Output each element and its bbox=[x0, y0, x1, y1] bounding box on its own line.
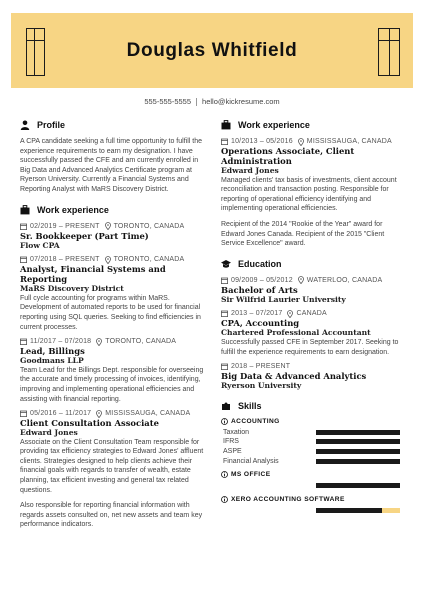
skill-row bbox=[221, 506, 407, 516]
entry-description-extra: Recipient of the 2014 "Rookie of the Year" award for Edward Jones Canada. Recipient of the 2015 "Client Service Excellence" award. bbox=[221, 220, 385, 248]
skill-level-bar bbox=[316, 430, 400, 435]
info-circle-icon bbox=[221, 471, 228, 478]
skill-level-bar bbox=[316, 483, 400, 488]
section-title: Skills bbox=[238, 400, 262, 411]
briefcase-icon bbox=[221, 120, 231, 130]
skill-group bbox=[221, 418, 407, 466]
calendar-icon bbox=[20, 410, 27, 417]
entry-dates: 2013 – 07/2017 bbox=[231, 310, 283, 318]
entry-role: CPA, Accounting bbox=[221, 318, 300, 329]
skill-level-bar bbox=[316, 508, 400, 513]
entry-meta bbox=[20, 409, 208, 418]
entry-description: Associate on the Client Consultation Team responsible for providing tax efficiency strategies to Edward Jones' affluent clients. Strategies designed to help clients achieve their financial goals with regards to transfer of wealth, estate planning, tax efficient investing and general tax related questions. bbox=[20, 438, 204, 494]
entry-meta bbox=[20, 337, 208, 346]
entry-dates: 02/2019 – PRESENT bbox=[30, 222, 100, 230]
contact-line bbox=[0, 97, 424, 106]
entry-role: Sr. Bookkeeper (Part Time) bbox=[20, 230, 149, 241]
entry-meta bbox=[221, 362, 407, 371]
entry-role: Analyst, Financial Systems and Reporting bbox=[20, 264, 166, 285]
skill-level-fill bbox=[316, 439, 400, 444]
entry-role: Lead, Billings bbox=[20, 346, 85, 357]
skill-name: IFRS bbox=[223, 438, 239, 446]
work-heading-left bbox=[20, 205, 208, 215]
skill-level-fill bbox=[316, 449, 400, 454]
entry bbox=[221, 362, 407, 391]
calendar-icon bbox=[20, 223, 27, 230]
email-link[interactable]: hello@kickresume.com bbox=[202, 97, 280, 106]
profile-text: A CPA candidate seeking a full time opportunity to fulfill the experience requirements to earn my designation. I have successfully passed the CFE and am currently enrolled in Big Data and Advanced Analytics Certificate program at Ryerson University. Currently a Financial Systems and Reporting Analyst with MaRS Discovery District. bbox=[20, 138, 202, 193]
contact-separator bbox=[196, 98, 197, 106]
location-pin-icon bbox=[105, 222, 111, 230]
entry-meta bbox=[20, 255, 208, 264]
entry bbox=[221, 309, 407, 357]
puzzle-icon bbox=[221, 401, 231, 411]
entry-location: MISSISSAUGA, CANADA bbox=[306, 138, 392, 145]
entry-description: Full cycle accounting for programs within MaRS. Development of automated reports to be used for financial reporting using SQL queries. Seeking to find efficiencies in current processes. bbox=[20, 294, 201, 331]
candidate-name: Douglas Whitfield bbox=[126, 40, 298, 61]
entry-role: Big Data & Advanced Analytics bbox=[221, 371, 367, 382]
entry-description: Team Lead for the Billings Dept. responsible for overseeing the accurate and timely processing of invoices, identifying, improving and implementing operational efficiencies and assisting with financial reporting. bbox=[20, 366, 204, 403]
profile-heading bbox=[20, 120, 208, 130]
entry-org: Chartered Professional Accountant bbox=[221, 328, 371, 338]
right-column bbox=[221, 120, 407, 520]
skills-list bbox=[221, 418, 407, 516]
entry bbox=[20, 409, 208, 530]
entry-role: Operations Associate, Client Administration bbox=[221, 146, 355, 166]
skill-level-bar bbox=[316, 439, 400, 444]
skill-group-title bbox=[221, 471, 407, 478]
entry-org: Edward Jones bbox=[20, 428, 78, 438]
skill-group bbox=[221, 496, 407, 516]
entry-role: Client Consultation Associate bbox=[20, 418, 159, 429]
person-icon bbox=[20, 120, 30, 130]
calendar-icon bbox=[221, 138, 228, 145]
skill-row bbox=[221, 481, 407, 491]
entry-location: TORONTO, CANADA bbox=[113, 256, 185, 264]
entry-meta bbox=[221, 276, 407, 285]
skill-row bbox=[221, 437, 407, 447]
entry-location: TORONTO, CANADA bbox=[113, 222, 185, 230]
phone: 555-555-5555 bbox=[144, 97, 192, 106]
calendar-icon bbox=[221, 277, 228, 284]
calendar-icon bbox=[20, 338, 27, 345]
entry-location: MISSISSAUGA, CANADA bbox=[105, 410, 191, 418]
calendar-icon bbox=[20, 256, 27, 263]
entry-dates: 09/2009 – 05/2012 bbox=[231, 276, 293, 284]
location-pin-icon bbox=[105, 256, 111, 264]
entry-location: WATERLOO, CANADA bbox=[306, 276, 383, 284]
skill-name: Financial Analysis bbox=[223, 457, 279, 465]
entry bbox=[20, 222, 208, 251]
section-title: Profile bbox=[37, 120, 66, 130]
location-pin-icon bbox=[287, 310, 293, 318]
section-title: Education bbox=[238, 258, 282, 269]
skill-group-name: XERO ACCOUNTING SOFTWARE bbox=[231, 495, 345, 503]
section-title: Work experience bbox=[37, 204, 109, 215]
education-heading bbox=[221, 259, 407, 269]
calendar-icon bbox=[221, 363, 228, 370]
entry-dates: 05/2016 – 11/2017 bbox=[30, 410, 92, 418]
calendar-icon bbox=[221, 310, 228, 317]
skills-heading bbox=[221, 401, 407, 411]
skill-group-name: ACCOUNTING bbox=[231, 417, 280, 425]
entry-org: Flow CPA bbox=[20, 240, 60, 250]
work-list-left bbox=[20, 222, 208, 530]
info-circle-icon bbox=[221, 418, 228, 425]
entry-meta bbox=[221, 137, 407, 146]
info-circle-icon bbox=[221, 496, 228, 503]
entry-dates: 07/2018 – PRESENT bbox=[30, 256, 100, 264]
location-pin-icon bbox=[298, 138, 304, 146]
left-column bbox=[20, 120, 208, 535]
entry-description-extra: Also responsible for reporting financial information with regards assets consulted on, net new assets and team key performance indicators. bbox=[20, 502, 203, 529]
skill-level-bar bbox=[316, 459, 400, 464]
entry-description: Successfully passed CFE in September 2017. Seeking to fulfill the experience requirements to earn designation. bbox=[221, 338, 399, 356]
entry bbox=[20, 337, 208, 404]
location-pin-icon bbox=[96, 338, 102, 346]
entry-meta bbox=[20, 222, 208, 231]
entry-org: Sir Wilfrid Laurier University bbox=[221, 294, 346, 304]
entry-location: TORONTO, CANADA bbox=[105, 338, 177, 346]
entry-role: Bachelor of Arts bbox=[221, 284, 298, 295]
entry-location: CANADA bbox=[296, 310, 327, 318]
skill-level-fill bbox=[316, 508, 382, 513]
skill-group-name: MS OFFICE bbox=[231, 471, 271, 479]
entry-org: Ryerson University bbox=[221, 381, 302, 391]
entry-dates: 10/2013 – 05/2016 bbox=[231, 138, 293, 145]
location-pin-icon bbox=[298, 276, 304, 284]
skill-row bbox=[221, 457, 407, 467]
entry-dates: 11/2017 – 07/2018 bbox=[30, 338, 92, 346]
education-list bbox=[221, 276, 407, 391]
skill-level-fill bbox=[316, 459, 400, 464]
entry-org: MaRS Discovery District bbox=[20, 284, 124, 294]
entry bbox=[20, 255, 208, 332]
work-list-right bbox=[221, 137, 407, 249]
entry-dates: 2018 – PRESENT bbox=[231, 363, 291, 371]
skill-level-fill bbox=[316, 483, 400, 488]
work-heading-right bbox=[221, 120, 407, 130]
skill-level-fill bbox=[316, 430, 400, 435]
skill-name: ASPE bbox=[223, 447, 242, 455]
entry-org: Goodmans LLP bbox=[20, 356, 84, 366]
entry-description: Managed clients' tax basis of investments, client account reconciliation and transaction posting. Responsible for reporting of operational efficiency identifying and implementing operational efficiencies. bbox=[221, 176, 397, 213]
entry bbox=[221, 137, 407, 249]
section-title: Work experience bbox=[238, 120, 310, 130]
skill-group bbox=[221, 471, 407, 491]
skill-level-bar bbox=[316, 449, 400, 454]
entry-org: Edward Jones bbox=[221, 166, 279, 175]
skill-row bbox=[221, 428, 407, 438]
location-pin-icon bbox=[96, 410, 102, 418]
skill-group-title bbox=[221, 496, 407, 503]
briefcase-icon bbox=[20, 205, 30, 215]
entry-meta bbox=[221, 309, 407, 318]
skill-name: Taxation bbox=[223, 428, 250, 436]
skill-group-title bbox=[221, 418, 407, 425]
entry bbox=[221, 276, 407, 305]
graduation-cap-icon bbox=[221, 259, 231, 269]
skill-row bbox=[221, 447, 407, 457]
